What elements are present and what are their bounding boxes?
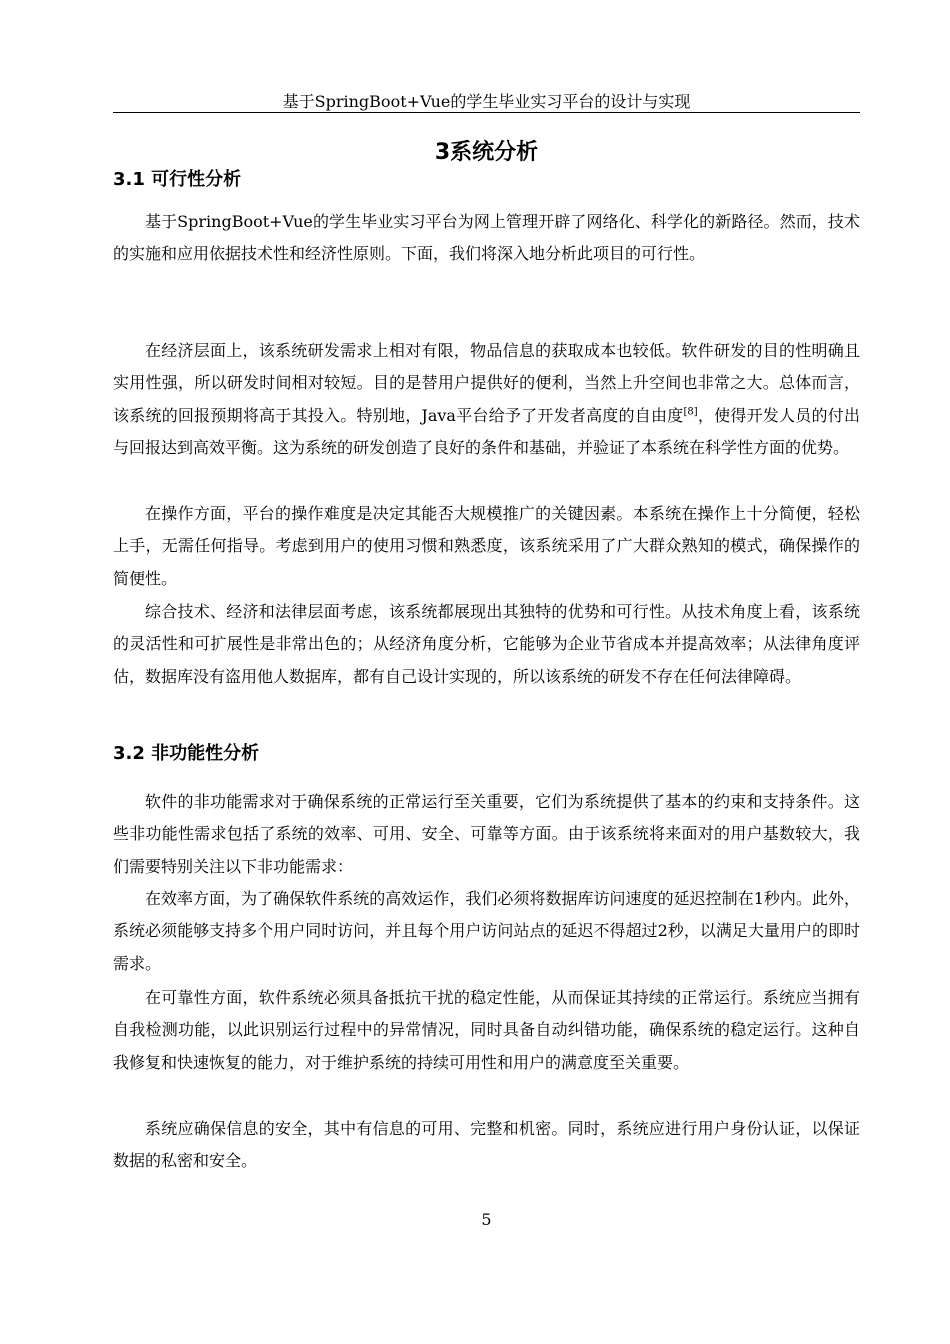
paragraph-3-2-reliability: 在可靠性方面，软件系统必须具备抵抗干扰的稳定性能，从而保证其持续的正常运行。系统应当拥有自我检测功能，以此识别运行过程中的异常情况，同时具备自动纠错功能，确保系统的稳定运行。这种自我修复和快速恢复的能力，对于维护系统的持续可用性和用户的满意度至关重要。 [113,988,860,1072]
citation-ref: [8] [683,406,698,418]
paragraph-text: 在经济层面上，该系统研发需求上相对有限，物品信息的获取成本也较低。软件研发的目的性明确且实用性强，所以研发时间相对较短。目的是替用户提供好的便利，当然上升空间也非常之大。总体而言，该系统的回报预期将高于其投入。特别地，Java平台给予了开发者高度的自由度 [113,341,860,425]
section-heading-3-1: 3.1 可行性分析 [113,169,242,190]
paragraph-3-1-economic [113,335,860,465]
paragraph-3-1-intro: 基于SpringBoot+Vue的学生毕业实习平台为网上管理开辟了网络化、科学化的新路径。然而，技术的实施和应用依据技术性和经济性原则。下面，我们将深入地分析此项目的可行性。 [113,212,860,264]
page-number: 5 [481,1210,492,1229]
paragraph-3-2-intro: 软件的非功能需求对于确保系统的正常运行至关重要，它们为系统提供了基本的约束和支持条件。这些非功能性需求包括了系统的效率、可用、安全、可靠等方面。由于该系统将来面对的用户基数较大，我们需要特别关注以下非功能需求： [113,792,860,876]
paragraph-3-2-efficiency: 在效率方面，为了确保软件系统的高效运作，我们必须将数据库访问速度的延迟控制在1秒内。此外，系统必须能够支持多个用户同时访问，并且每个用户访问站点的延迟不得超过2秒，以满足大量用户的即时需求。 [113,889,860,973]
paragraph-3-1-operation: 在操作方面，平台的操作难度是决定其能否大规模推广的关键因素。本系统在操作上十分简便，轻松上手，无需任何指导。考虑到用户的使用习惯和熟悉度，该系统采用了广大群众熟知的模式，确保操作的简便性。 [113,504,860,588]
paragraph-3-1-summary: 综合技术、经济和法律层面考虑，该系统都展现出其独特的优势和可行性。从技术角度上看，该系统的灵活性和可扩展性是非常出色的；从经济角度分析，它能够为企业节省成本并提高效率；从法律角度评估，数据库没有盗用他人数据库，都有自己设计实现的，所以该系统的研发不存在任何法律障碍。 [113,602,860,686]
chapter-title: 3系统分析 [434,140,539,165]
running-header: 基于SpringBoot+Vue的学生毕业实习平台的设计与实现 [282,92,691,111]
paragraph-text: ，使得开发人员的付出与回报达到高效平衡。这为系统的研发创造了良好的条件和基础，并验证了本系统在科学性方面的优势。 [113,405,860,458]
section-heading-3-2: 3.2 非功能性分析 [113,743,260,764]
paragraph-3-2-security: 系统应确保信息的安全，其中有信息的可用、完整和机密。同时，系统应进行用户身份认证，以保证数据的私密和安全。 [113,1119,860,1171]
header-rule [113,112,860,113]
